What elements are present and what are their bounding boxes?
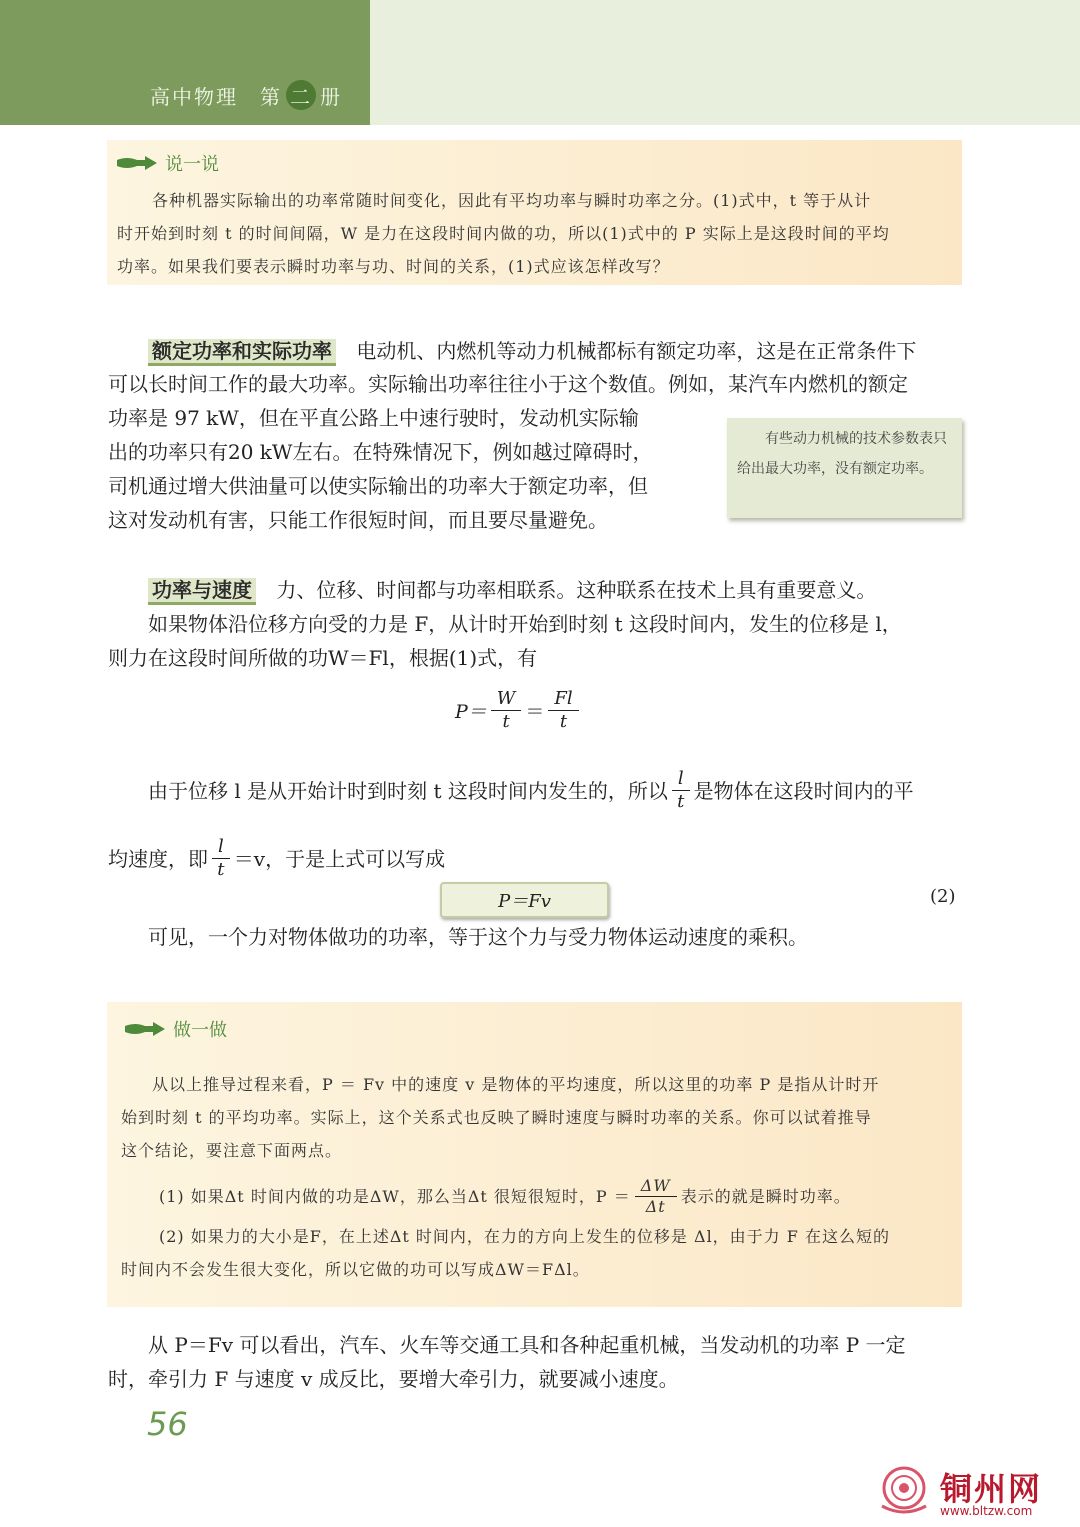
watermark [878, 1462, 1078, 1524]
fraction-denominator: t [677, 791, 685, 812]
watermark-logo-icon [878, 1464, 930, 1514]
section2-line-2: 如果物体沿位移方向受的力是 F，从计时开始到时刻 t 这段时间内，发生的位移是 l， [148, 612, 902, 636]
page-number: 56 [147, 1405, 188, 1443]
do-item-2a: (2) 如果力的大小是F，在上述Δt 时间内，在力的方向上发生的位移是 Δl，由于力 F 在这么短的 [159, 1227, 890, 1246]
fraction-numerator: l [212, 836, 230, 859]
fraction-numerator: W [491, 688, 522, 711]
formula-p-fv: P＝Fv [440, 882, 609, 918]
book-name: 高中物理 [150, 84, 238, 109]
discuss-title-text: 说一说 [165, 154, 219, 175]
do-title-text: 做一做 [173, 1020, 227, 1041]
discuss-box-title [117, 150, 219, 176]
section1-line-3: 功率是 97 kW，但在平直公路上中速行驶时，发动机实际输 [108, 406, 639, 430]
watermark-name: 铜州网 [940, 1470, 1043, 1508]
section1-text-1: 电动机、内燃机等动力机械都标有额定功率，这是在正常条件下 [356, 339, 917, 363]
section2-line-3: 则力在这段时间所做的功W＝Fl，根据(1)式，有 [108, 646, 538, 670]
section1-line-2: 可以长时间工作的最大功率。实际输出功率往往小于这个数值。例如，某汽车内燃机的额定 [108, 372, 908, 396]
green-arrow-icon [125, 1022, 165, 1036]
conclusion-line-1: 从 P＝Fv 可以看出，汽车、火车等交通工具和各种起重机械，当发动机的功率 P 一定 [148, 1333, 906, 1357]
discuss-line-1: 各种机器实际输出的功率常随时间变化，因此有平均功率与瞬时功率之分。(1)式中，t 等于从计 [152, 191, 872, 210]
section1-line-6: 这对发动机有害，只能工作很短时间，而且要尽量避免。 [108, 508, 608, 532]
do-box-title [125, 1016, 227, 1042]
section2-line-4 [148, 768, 914, 813]
watermark-url: www.bltzw.com [940, 1504, 1033, 1518]
volume-suffix: 册 [320, 84, 342, 109]
side-note: 有些动力机械的技术参数表只给出最大功率，没有额定功率。 [727, 418, 962, 518]
section2-text-1: 力、位移、时间都与功率相联系。这种联系在技术上具有重要意义。 [276, 578, 877, 602]
section2-text-5b: ＝v，于是上式可以写成 [233, 846, 446, 871]
do-line-1: 从以上推导过程来看，P ＝ Fv 中的速度 v 是物体的平均速度，所以这里的功率 P 是指从计时开 [152, 1075, 880, 1094]
do-item-1-tail: 表示的就是瞬时功率。 [680, 1187, 851, 1206]
do-box [107, 1002, 962, 1307]
fraction-denominator: t [559, 711, 568, 732]
fraction-dw-dt [635, 1176, 677, 1217]
do-item-1 [159, 1176, 851, 1217]
discuss-line-3: 功率。如果我们要表示瞬时功率与功、时间的关系，(1)式应该怎样改写？ [117, 257, 670, 276]
fraction-numerator: l [672, 768, 690, 791]
header-band [370, 0, 1080, 125]
section2-text-4b: 是物体在这段时间内的平 [693, 778, 914, 803]
fraction-w-t [491, 688, 522, 733]
fraction-numerator: Fl [548, 688, 578, 711]
book-title [150, 80, 342, 110]
volume-prefix: 第 [260, 84, 282, 109]
fraction-l-t-2 [212, 836, 230, 881]
section2-keyword: 功率与速度 [148, 578, 256, 605]
fraction-denominator: t [502, 711, 510, 732]
do-line-3: 这个结论，要注意下面两点。 [121, 1141, 343, 1160]
fraction-fl-t [548, 688, 578, 733]
fraction-l-t [672, 768, 690, 813]
fraction-numerator: ΔW [635, 1176, 677, 1197]
do-item-2b: 时间内不会发生很大变化，所以它做的功可以写成ΔW＝FΔl。 [121, 1260, 590, 1279]
equation-number: (2) [930, 886, 956, 907]
fraction-denominator: Δt [645, 1197, 666, 1216]
fraction-denominator: t [217, 859, 225, 880]
section2-line-5 [108, 836, 445, 881]
section2-line-1 [148, 573, 876, 607]
section2-text-5a: 均速度，即 [108, 846, 208, 871]
do-item-1-text: (1) 如果Δt 时间内做的功是ΔW，那么当Δt 很短很短时，P ＝ [159, 1187, 631, 1206]
formula-power [455, 688, 583, 733]
formula-equals: ＝ [525, 701, 545, 723]
section1-line-4: 出的功率只有20 kW左右。在特殊情况下，例如越过障碍时， [108, 440, 653, 464]
section1-keyword: 额定功率和实际功率 [148, 339, 336, 366]
section2-text-4a: 由于位移 l 是从开始计时到时刻 t 这段时间内发生的，所以 [148, 778, 668, 803]
formula-lhs: P＝ [455, 701, 487, 723]
section1-line-1 [148, 334, 916, 368]
section1-line-5: 司机通过增大供油量可以使实际输出的功率大于额定功率，但 [108, 474, 648, 498]
conclusion-line-2: 时，牵引力 F 与速度 v 成反比，要增大牵引力，就要减小速度。 [108, 1367, 679, 1391]
green-arrow-icon [117, 156, 157, 170]
discuss-box [107, 140, 962, 285]
volume-number: 二 [286, 80, 316, 110]
do-line-2: 始到时刻 t 的平均功率。实际上，这个关系式也反映了瞬时速度与瞬时功率的关系。你可以试着推导 [121, 1108, 872, 1127]
section2-line-6: 可见，一个力对物体做功的功率，等于这个力与受力物体运动速度的乘积。 [148, 925, 808, 949]
discuss-line-2: 时开始到时刻 t 的时间间隔，W 是力在这段时间内做的功，所以(1)式中的 P 实际上是这段时间的平均 [117, 224, 890, 243]
